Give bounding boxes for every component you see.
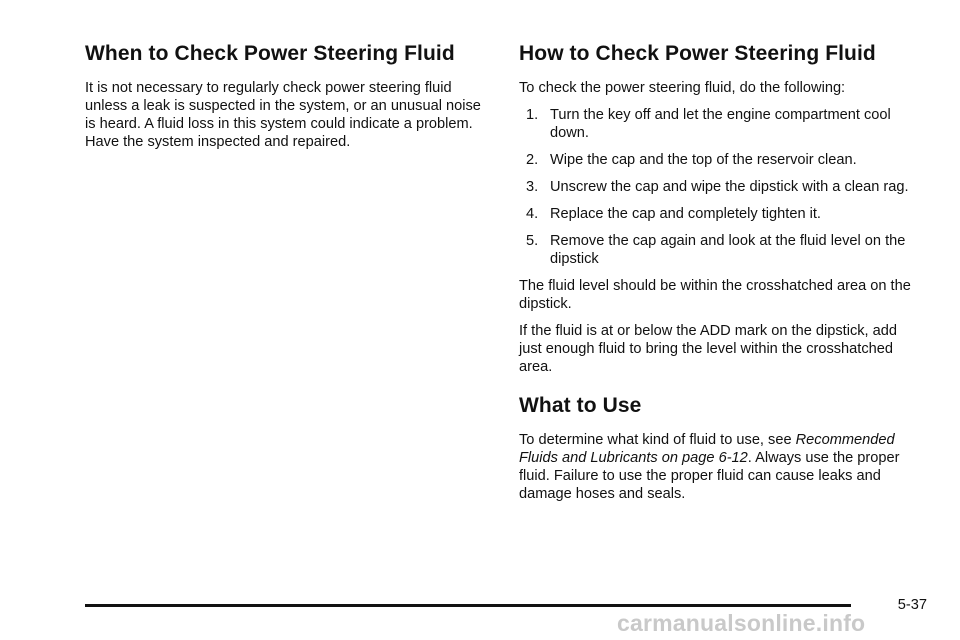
step-number: 4. <box>526 206 539 222</box>
step-number: 2. <box>526 152 539 168</box>
page-number: 5-37 <box>897 597 927 613</box>
how-to-check-heading: How to Check Power Steering Fluid <box>519 42 876 65</box>
steps-list <box>519 106 919 268</box>
step-text: Replace the cap and completely tighten it. <box>550 206 821 222</box>
fluid-level-paragraph: The fluid level should be within the crosshatched area on the dipstick. <box>519 278 911 312</box>
step-number: 1. <box>526 107 539 123</box>
what-to-use-heading: What to Use <box>519 394 642 417</box>
step-item <box>519 232 919 268</box>
step-text: Turn the key off and let the engine compartment cool down. <box>550 107 891 141</box>
step-number: 3. <box>526 179 539 195</box>
watermark-text: carmanualsonline.info <box>617 610 866 636</box>
left-column <box>85 42 490 160</box>
how-to-check-intro: To check the power steering fluid, do the following: <box>519 80 846 96</box>
what-to-use-paragraph <box>519 431 919 503</box>
right-column <box>519 42 919 512</box>
step-item <box>519 151 919 169</box>
step-item <box>519 205 919 223</box>
when-to-check-heading: When to Check Power Steering Fluid <box>85 42 455 65</box>
what-to-use-text-end: . Always use the proper fluid. Failure to use the proper fluid can cause leaks and damage hoses and seals. <box>519 450 900 502</box>
step-number: 5. <box>526 233 539 249</box>
step-item <box>519 178 919 196</box>
recommended-fluids-link[interactable]: Recommended Fluids and Lubricants on page 6-12 <box>519 432 895 466</box>
step-text: Unscrew the cap and wipe the dipstick with a clean rag. <box>550 179 909 195</box>
step-text: Remove the cap again and look at the fluid level on the dipstick <box>550 233 906 267</box>
footer-rule <box>85 604 851 607</box>
add-mark-paragraph: If the fluid is at or below the ADD mark on the dipstick, add just enough fluid to bring the level within the crosshatched area. <box>519 323 898 375</box>
step-item <box>519 106 919 142</box>
step-text: Wipe the cap and the top of the reservoir clean. <box>550 152 857 168</box>
what-to-use-text-start: To determine what kind of fluid to use, see <box>519 432 796 448</box>
when-to-check-body: It is not necessary to regularly check power steering fluid unless a leak is suspected in the system, or an unusual noise is heard. A fluid loss in this system could indicate a problem. Have the system inspected and repaired. <box>85 80 481 150</box>
